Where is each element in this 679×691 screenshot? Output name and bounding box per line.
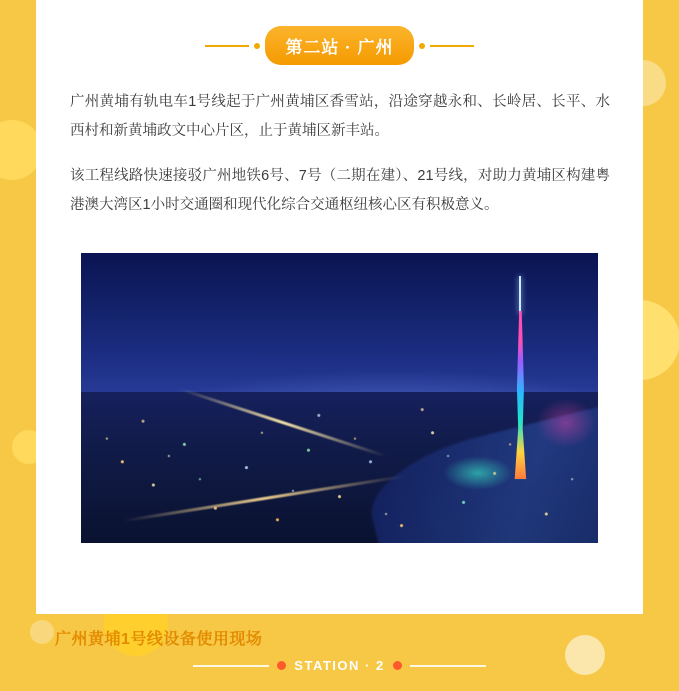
station-dot-left-icon [277,661,286,670]
photo-caption: 广州黄埔1号线设备使用现场 [55,631,263,648]
title-dash-right-icon [430,45,474,47]
title-dot-left-icon [254,43,260,49]
city-night-photo [81,253,598,543]
magenta-light-glow [536,398,596,448]
body-paragraph-1: 广州黄埔有轨电车1号线起于广州黄埔区香雪站，沿途穿越永和、长岭居、长平、水西村和新黄埔政文中心片区，止于黄埔区新丰站。 [70,94,610,139]
body-paragraph-2: 该工程线路快速接驳广州地铁6号、7号（二期在建）、21号线，对助力黄埔区构建粤港澳大湾区1小时交通圈和现代化综合交通枢纽核心区有积极意义。 [70,168,610,213]
title-dash-left-icon [205,45,249,47]
content-card [36,0,643,614]
photo-canvas [81,253,598,543]
section-title-row [36,26,643,65]
background-circle-decoration [30,620,54,644]
station-marker [0,658,679,673]
page-title: 第二站 · 广州 [265,26,413,65]
station-dot-right-icon [393,661,402,670]
teal-light-glow [443,456,513,490]
station-label: STATION · 2 [294,658,385,673]
canton-tower-spire [519,276,521,314]
title-dot-right-icon [419,43,425,49]
station-line-left-icon [193,665,269,667]
station-line-right-icon [410,665,486,667]
